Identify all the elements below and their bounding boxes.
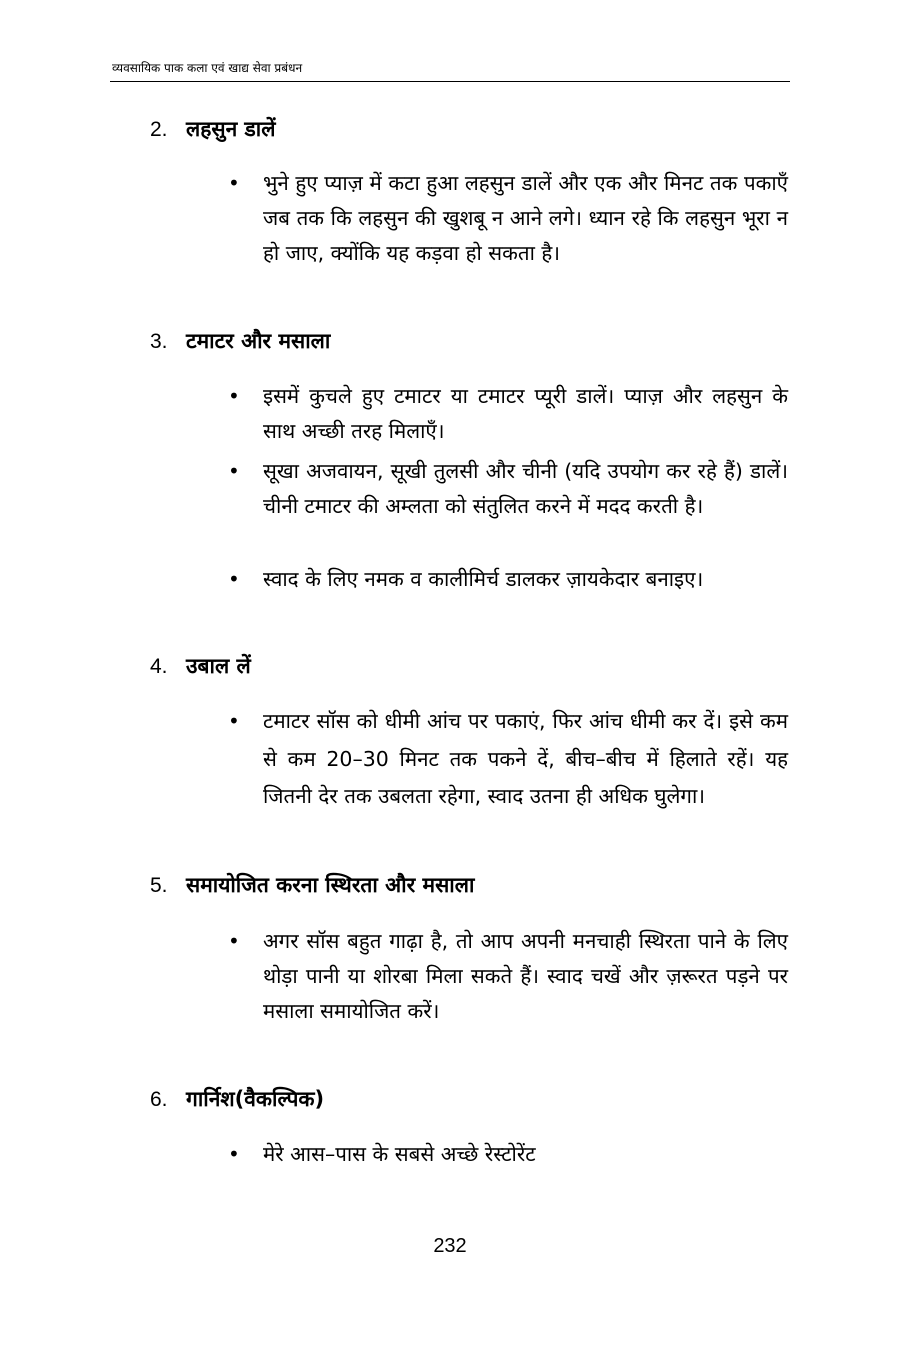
bullet-icon: • — [228, 567, 240, 591]
section-heading-3 — [150, 326, 330, 357]
bullet-icon: • — [228, 1142, 240, 1166]
list-item-text: स्वाद के लिए नमक व कालीमिर्च डालकर ज़ायकेदार बनाइए। — [263, 567, 704, 591]
section-heading-4 — [150, 651, 251, 682]
list-item — [228, 562, 788, 597]
list-item — [228, 454, 788, 524]
section-heading-6 — [150, 1084, 324, 1115]
running-header: व्यवसायिक पाक कला एवं खाद्य सेवा प्रबंधन — [112, 61, 303, 75]
list-item-text: भुने हुए प्याज़ में कटा हुआ लहसुन डालें और एक और मिनट तक पकाएँ जब तक कि लहसुन की खुशबू न आने लगे। ध्यान रहे कि लहसुन भूरा न हो जाए, क्योंकि यह कड़वा हो सकता है। — [263, 171, 788, 265]
header-divider — [110, 81, 790, 82]
section-title: टमाटर और मसाला — [186, 329, 331, 353]
section-title: समायोजित करना स्थिरता और मसाला — [186, 873, 475, 897]
list-item-text: इसमें कुचले हुए टमाटर या टमाटर प्यूरी डालें। प्याज़ और लहसुन के साथ अच्छी तरह मिलाएँ। — [263, 384, 788, 443]
list-item — [228, 703, 788, 816]
page-number: 232 — [433, 1235, 467, 1257]
section-title: गार्निश(वैकल्पिक) — [186, 1087, 325, 1111]
bullet-icon: • — [228, 171, 240, 195]
bullet-icon: • — [228, 384, 240, 408]
list-item-text: टमाटर सॉस को धीमी आंच पर पकाएं, फिर आंच धीमी कर दें। इसे कम से कम 20–30 मिनट तक पकने दें, बीच–बीच में हिलाते रहें। यह जितनी देर तक उबलता रहेगा, स्वाद उतना ही अधिक घुलेगा। — [263, 709, 788, 809]
section-number: 5. — [150, 874, 168, 897]
section-title: लहसुन डालें — [186, 117, 276, 141]
section-number: 4. — [150, 655, 168, 678]
section-number: 6. — [150, 1088, 168, 1111]
list-item — [228, 924, 788, 1029]
list-item-text: अगर सॉस बहुत गाढ़ा है, तो आप अपनी मनचाही स्थिरता पाने के लिए थोड़ा पानी या शोरबा मिला सकते हैं। स्वाद चखें और ज़रूरत पड़ने पर मसाला समायोजित करें। — [263, 929, 788, 1023]
bullet-icon: • — [228, 459, 240, 483]
bullet-icon: • — [228, 709, 240, 733]
section-title: उबाल लें — [186, 654, 251, 678]
section-heading-2 — [150, 114, 275, 145]
list-item — [228, 379, 788, 449]
section-number: 3. — [150, 330, 168, 353]
bullet-icon: • — [228, 929, 240, 953]
list-item — [228, 166, 788, 271]
list-item-text: मेरे आस–पास के सबसे अच्छे रेस्टोरेंट — [263, 1142, 536, 1166]
section-heading-5 — [150, 870, 474, 901]
list-item-text: सूखा अजवायन, सूखी तुलसी और चीनी (यदि उपयोग कर रहे हैं) डालें। चीनी टमाटर की अम्लता को संतुलित करने में मदद करती है। — [263, 459, 788, 518]
section-number: 2. — [150, 118, 168, 141]
list-item — [228, 1137, 788, 1172]
